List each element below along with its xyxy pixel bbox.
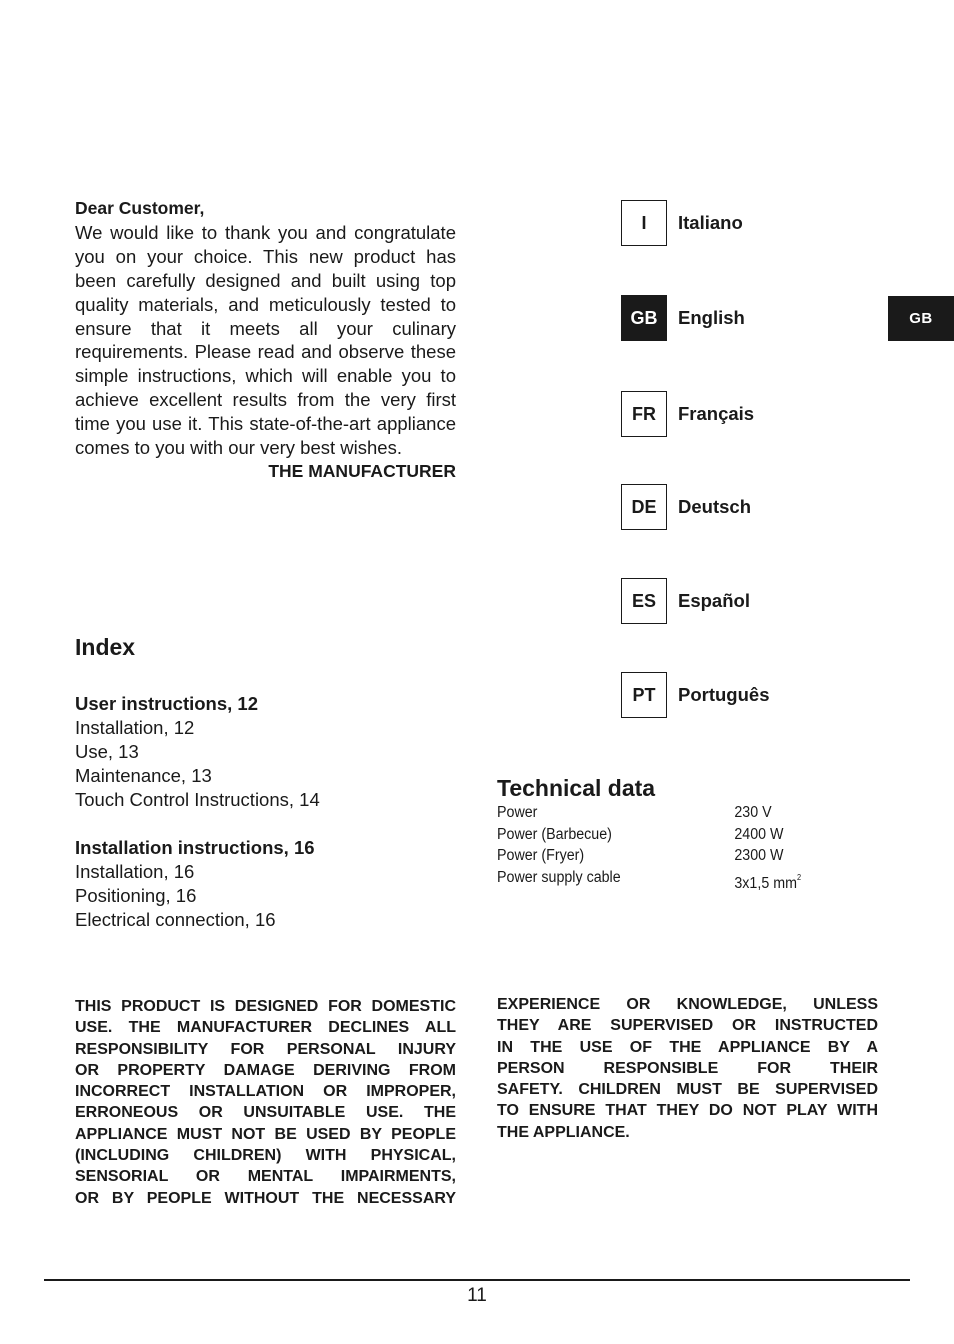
warning-line: IN THE USE OF THE APPLIANCE BY A: [497, 1038, 878, 1056]
tech-row: [497, 845, 847, 867]
language-code-box: DE: [621, 484, 667, 530]
language-code-box: FR: [621, 391, 667, 437]
warning-line: PERSON RESPONSIBLE FOR THEIR: [497, 1059, 878, 1077]
warning-line: OR PROPERTY DAMAGE DERIVING FROM: [75, 1061, 456, 1079]
intro-body: We would like to thank you and congratulate you on your choice. This new product has been carefully designed and built using top quality materials, and meticulously tested to ensure that it meets all your culinary requirements. Please read and observe these simple instructions, which will enable you to achieve excellent results from the very first time you use it. This state-of-the-art appliance comes to you with our very best wishes.: [75, 221, 456, 459]
tech-row: [497, 867, 847, 892]
intro-letter: [75, 197, 456, 484]
index-spacer: [75, 812, 456, 836]
language-code-box: I: [621, 200, 667, 246]
footer-rule: [44, 1279, 910, 1281]
warning-line: ERRONEOUS OR UNSUITABLE USE. THE: [75, 1104, 456, 1122]
tech-label: Power: [497, 804, 538, 821]
language-name: Deutsch: [678, 496, 751, 517]
tech-label: Power (Fryer): [497, 847, 585, 864]
tech-value: 2300 W: [734, 847, 784, 864]
index-item: Installation, 16: [75, 861, 195, 882]
language-francais[interactable]: [621, 391, 881, 437]
language-name: Português: [678, 684, 770, 705]
language-code-box: PT: [621, 672, 667, 718]
technical-data-title: Technical data: [497, 775, 656, 801]
technical-data-table: [497, 802, 847, 892]
warning-line: APPLIANCE MUST NOT BE USED BY PEOPLE: [75, 1125, 456, 1143]
language-deutsch[interactable]: [621, 484, 881, 530]
index-item: Touch Control Instructions, 14: [75, 789, 320, 810]
warning-line: THE APPLIANCE.: [497, 1123, 630, 1141]
index-section-title: User instructions, 12: [75, 693, 259, 714]
warning-line: USE. THE MANUFACTURER DECLINES ALL: [75, 1019, 456, 1037]
language-code-box: GB: [621, 295, 667, 341]
language-english[interactable]: [621, 295, 881, 341]
warning-line: RESPONSIBILITY FOR PERSONAL INJURY: [75, 1040, 456, 1058]
language-italiano[interactable]: [621, 200, 881, 246]
language-code-box: ES: [621, 578, 667, 624]
warning-line: EXPERIENCE OR KNOWLEDGE, UNLESS: [497, 996, 878, 1013]
index-item: Use, 13: [75, 741, 139, 762]
warning-line: INCORRECT INSTALLATION OR IMPROPER,: [75, 1083, 456, 1101]
index-list: [75, 692, 456, 932]
index-title: Index: [75, 634, 136, 660]
index-item: Positioning, 16: [75, 885, 197, 906]
index-item: Electrical connection, 16: [75, 909, 276, 930]
tech-row: [497, 824, 847, 846]
warning-line: THEY ARE SUPERVISED OR INSTRUCTED: [497, 1017, 878, 1035]
warning-line: TO ENSURE THAT THEY DO NOT PLAY WITH: [497, 1102, 878, 1120]
language-name: Français: [678, 403, 755, 424]
page-number: 11: [467, 1285, 487, 1306]
tech-row: [497, 802, 847, 824]
superscript: 2: [796, 872, 802, 882]
language-name: English: [678, 307, 745, 328]
warning-line: SAFETY. CHILDREN MUST BE SUPERVISED: [497, 1081, 878, 1099]
tech-value: 2400 W: [734, 825, 784, 843]
language-espanol[interactable]: [621, 578, 881, 624]
safety-warning-right: [497, 994, 878, 1143]
index-item: Installation, 12: [75, 717, 195, 738]
language-side-tab: GB: [888, 296, 954, 341]
index-item: Maintenance, 13: [75, 765, 212, 786]
index-section-title: Installation instructions, 16: [75, 837, 315, 858]
tech-value: 230 V: [734, 804, 772, 821]
greeting: Dear Customer,: [75, 198, 205, 218]
language-name: Español: [678, 590, 750, 611]
warning-line: SENSORIAL OR MENTAL IMPAIRMENTS,: [75, 1168, 456, 1186]
safety-warning-left: [75, 996, 456, 1209]
tech-label: Power supply cable: [497, 868, 621, 886]
language-portugues[interactable]: [621, 672, 881, 718]
tech-label: Power (Barbecue): [497, 825, 612, 843]
language-name: Italiano: [678, 212, 743, 233]
signature: THE MANUFACTURER: [268, 460, 456, 481]
tech-value: 3x1,5 $mm^2$: [734, 872, 802, 892]
warning-line: OR BY PEOPLE WITHOUT THE NECESSARY: [75, 1189, 456, 1207]
warning-line: (INCLUDING CHILDREN) WITH PHYSICAL,: [75, 1147, 456, 1165]
warning-line: THIS PRODUCT IS DESIGNED FOR DOMESTIC: [75, 998, 456, 1015]
